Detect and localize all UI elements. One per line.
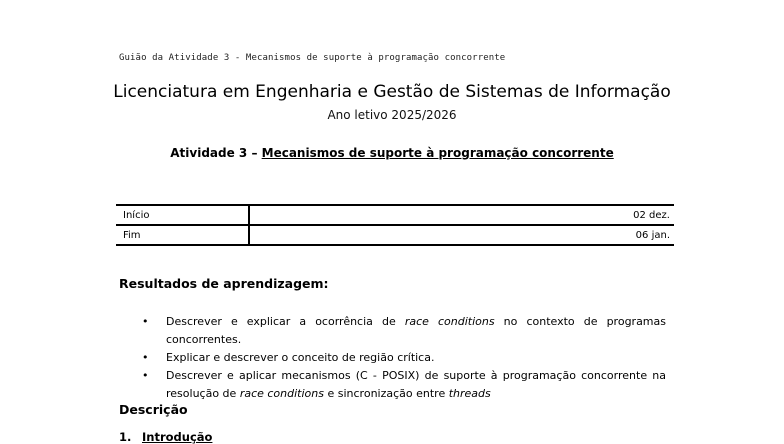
- item-text: Descrever e aplicar mecanismos (C - POSIX) de suporte à programação concorrente na resolução de: [166, 369, 666, 400]
- item-text: Descrever e explicar a ocorrência de: [166, 315, 405, 328]
- end-value: 06 jan.: [249, 225, 674, 245]
- learning-outcomes-heading: Resultados de aprendizagem:: [119, 276, 329, 291]
- description-heading: Descrição: [119, 402, 188, 417]
- learning-outcomes-list: [140, 313, 666, 403]
- item-emphasis: race conditions: [239, 387, 324, 400]
- activity-heading: [0, 146, 784, 160]
- academic-year: Ano letivo 2025/2026: [327, 108, 457, 122]
- intro-text: Introdução: [142, 430, 213, 444]
- item-emphasis: race conditions: [404, 315, 495, 328]
- list-item: [140, 367, 666, 403]
- item-text: no contexto de programas concorrentes.: [166, 315, 666, 346]
- start-label: Início: [116, 205, 249, 225]
- item-text: Explicar e descrever o conceito de região crítica.: [166, 351, 435, 364]
- activity-prefix: Atividade 3 –: [170, 146, 262, 160]
- intro-heading: [119, 430, 212, 444]
- item-text: e sincronização entre: [323, 387, 449, 400]
- item-emphasis: threads: [448, 387, 491, 400]
- start-value: 02 dez.: [249, 205, 674, 225]
- bullet-icon: •: [142, 315, 149, 328]
- list-item: [140, 313, 666, 349]
- running-header: Guião da Atividade 3 - Mecanismos de suporte à programação concorrente: [119, 53, 506, 63]
- end-label: Fim: [116, 225, 249, 245]
- list-item: [140, 349, 666, 367]
- document-title: Licenciatura em Engenharia e Gestão de Sistemas de Informação: [113, 82, 671, 102]
- intro-number: 1.: [119, 430, 132, 444]
- table-row: [116, 225, 674, 245]
- bullet-icon: •: [142, 351, 149, 364]
- bullet-icon: •: [142, 369, 149, 382]
- dates-table: [116, 204, 674, 246]
- table-row: [116, 205, 674, 225]
- activity-name: Mecanismos de suporte à programação concorrente: [261, 146, 614, 160]
